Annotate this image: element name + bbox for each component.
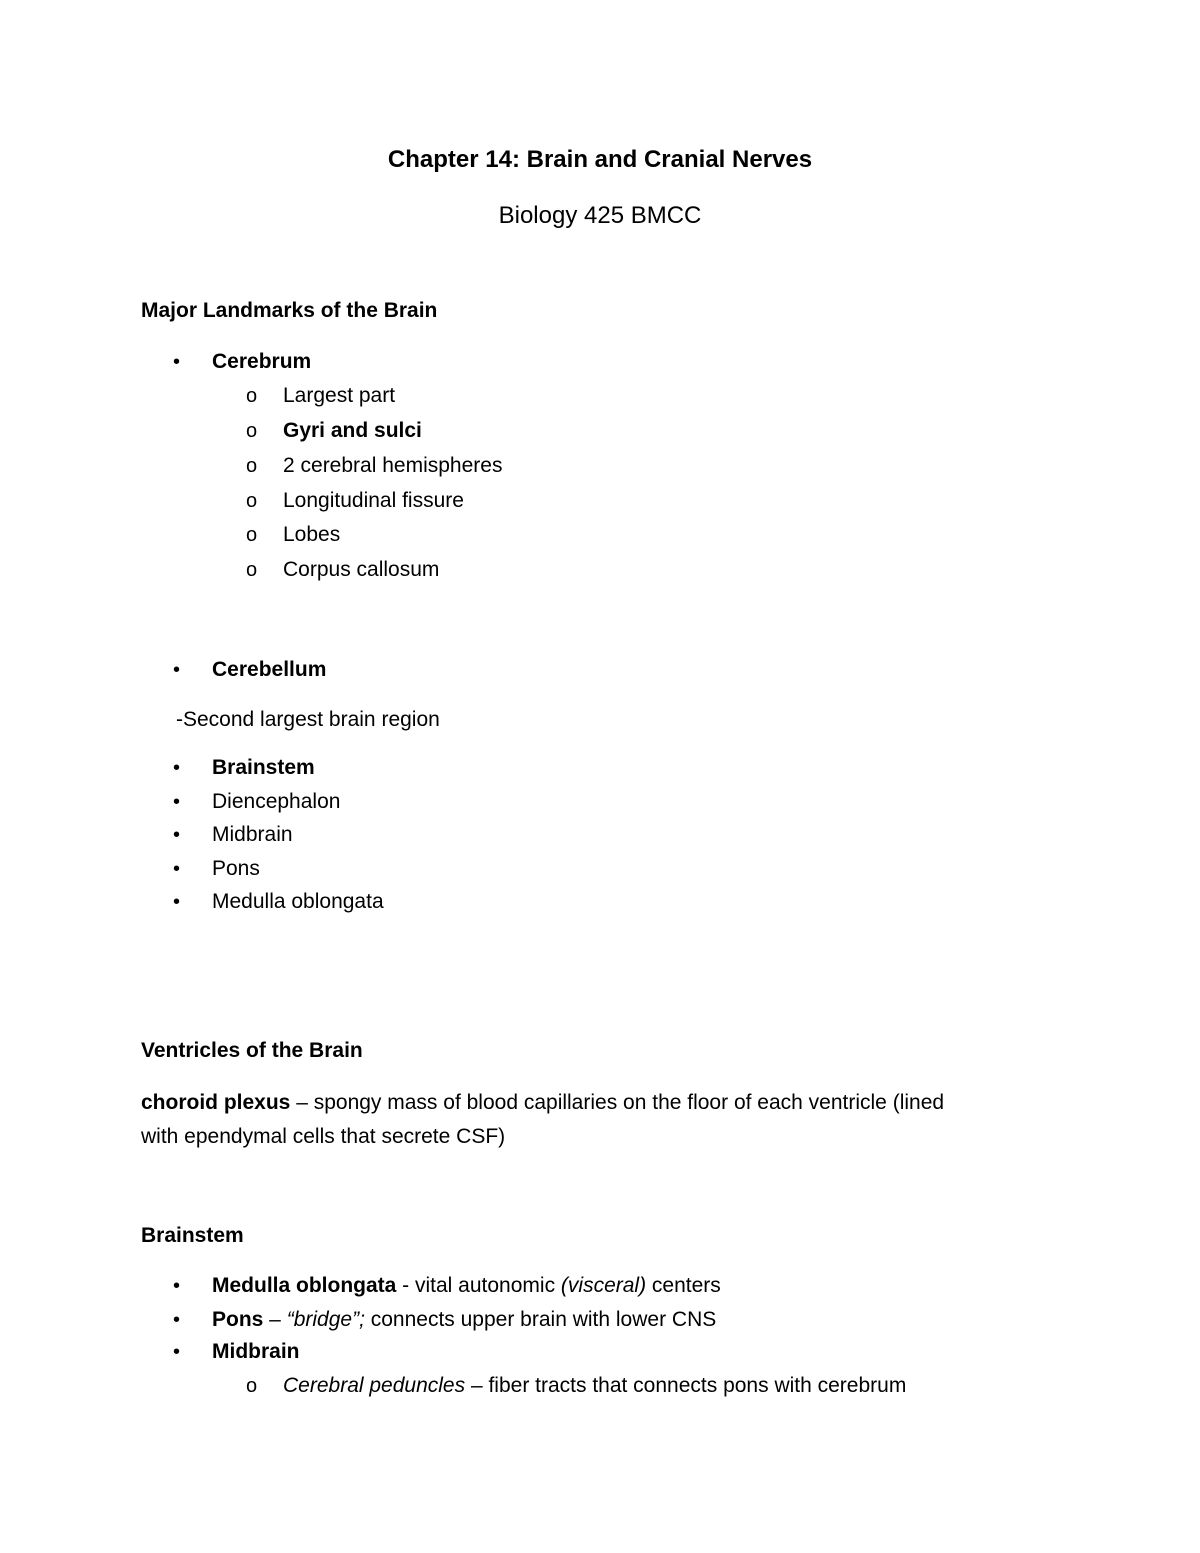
bullet-icon: • <box>173 891 181 913</box>
bullet-icon: • <box>173 757 181 779</box>
text: connects upper brain with lower CNS <box>364 1308 717 1331</box>
list-item: Brainstem <box>212 756 315 779</box>
text: – fiber tracts that connects pons with cerebrum <box>465 1374 907 1397</box>
bullet-icon: • <box>173 659 181 681</box>
bullet-icon: • <box>173 1275 181 1297</box>
list-item-pons <box>212 1307 716 1333</box>
sub-bullet-icon: o <box>246 420 258 442</box>
list-item-cerebrum: Cerebrum <box>212 350 312 373</box>
list-item-cerebellum: Cerebellum <box>212 658 327 681</box>
text: centers <box>646 1274 721 1297</box>
italic-text: “bridge”; <box>286 1308 365 1331</box>
sub-item: Longitudinal fissure <box>283 489 464 512</box>
italic-text: Cerebral peduncles <box>283 1374 466 1397</box>
definition-continuation: with ependymal cells that secrete CSF) <box>141 1125 506 1148</box>
bullet-icon: • <box>173 858 181 880</box>
term: Pons <box>212 1308 264 1331</box>
bullet-icon: • <box>173 1309 181 1331</box>
sub-bullet-icon: o <box>246 559 258 581</box>
section-heading-landmarks: Major Landmarks of the Brain <box>141 299 438 322</box>
sub-item: 2 cerebral hemispheres <box>283 454 503 477</box>
definition-text: – spongy mass of blood capillaries on the floor of each ventricle (lined <box>290 1091 945 1114</box>
sub-item: Lobes <box>283 523 341 546</box>
list-item-medulla <box>212 1273 721 1299</box>
sub-bullet-icon: o <box>246 524 258 546</box>
text: - vital autonomic <box>396 1274 561 1297</box>
sub-item: Gyri and sulci <box>283 419 422 442</box>
text: – <box>263 1308 287 1331</box>
page-subtitle: Biology 425 BMCC <box>498 202 702 229</box>
list-item: Midbrain <box>212 823 293 846</box>
term: Medulla oblongata <box>212 1274 397 1297</box>
bullet-icon: • <box>173 824 181 846</box>
definition-choroid-plexus <box>141 1090 944 1116</box>
sub-bullet-icon: o <box>246 385 258 407</box>
term-choroid-plexus: choroid plexus <box>141 1091 291 1114</box>
sub-bullet-icon: o <box>246 490 258 512</box>
sub-item-peduncles <box>283 1373 906 1399</box>
bullet-icon: • <box>173 791 181 813</box>
section-heading-brainstem: Brainstem <box>141 1224 244 1247</box>
sub-bullet-icon: o <box>246 1375 258 1397</box>
italic-text: (visceral) <box>560 1274 647 1297</box>
list-item: Medulla oblongata <box>212 890 384 913</box>
bullet-icon: • <box>173 351 181 373</box>
list-item: Diencephalon <box>212 790 341 813</box>
sub-bullet-icon: o <box>246 455 258 477</box>
page-title: Chapter 14: Brain and Cranial Nerves <box>387 146 813 173</box>
sub-item: Largest part <box>283 384 396 407</box>
sub-item: Corpus callosum <box>283 558 440 581</box>
section-heading-ventricles: Ventricles of the Brain <box>141 1039 363 1062</box>
cerebellum-note: -Second largest brain region <box>176 708 440 731</box>
bullet-icon: • <box>173 1341 181 1363</box>
list-item: Pons <box>212 857 260 880</box>
list-item-midbrain: Midbrain <box>212 1340 300 1363</box>
